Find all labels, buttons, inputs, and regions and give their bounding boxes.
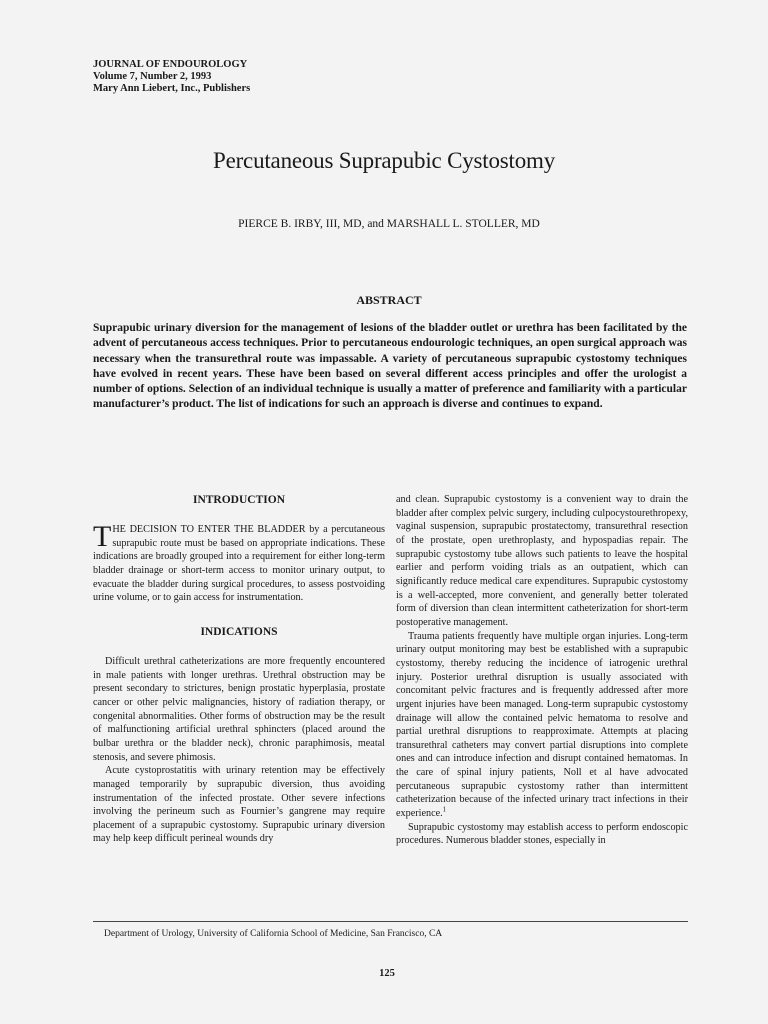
journal-volume: Volume 7, Number 2, 1993	[93, 71, 212, 82]
page-number: 125	[379, 968, 395, 979]
article-authors: PIERCE B. IRBY, III, MD, and MARSHALL L. STOLLER, MD	[238, 218, 540, 230]
introduction-lead: HE DECISION TO ENTER THE BLADDER	[112, 524, 306, 535]
right-paragraph-2-text: Trauma patients frequently have multiple organ injuries. Long-term urinary output monitoring may best be established with a suprapubic cystostomy, thereby reducing the incidence of iatrogenic urethral injury. Posterior urethral disruption is usually associated with concomitant pelvic fractures and is frequently addressed after more urgent injuries have been managed. Long-term suprapubic cystostomy drainage will allow the contained pelvic hematoma to resolve and partial urethral disruptions to reapproximate. Attempts at placing transurethral catheters may convert partial disruptions into complete ones and can introduce infection and disrupt contained hematomas. In the care of spinal injury patients, Noll et al have advocated percutaneous suprapubic cystostomy rather than intermittent catheterization because of the infected urinary tract infections in their experience.	[396, 630, 688, 820]
indications-heading: INDICATIONS	[200, 625, 278, 638]
footnote-rule	[93, 921, 688, 922]
introduction-heading: INTRODUCTION	[192, 494, 285, 506]
journal-name: JOURNAL OF ENDOUROLOGY	[93, 59, 248, 70]
abstract-text: Suprapubic urinary diversion for the management of lesions of the bladder outlet or urethra has been facilitated by the advent of percutaneous access techniques. Prior to percutaneous endourologic techniques, an open surgical approach was necessary when the transurethral route was impassable. A variety of percutaneous suprapubic cystostomy techniques have evolved in recent years. These have been based on several different access principles and offer the urologist a number of options. Selection of an individual technique is usually a matter of preference and familiarity with a particular manufacturer’s product. The list of indications for such an approach is diverse and continues to expand.	[93, 322, 687, 411]
drop-cap: T	[93, 520, 112, 553]
left-column	[93, 493, 385, 846]
right-paragraph-2	[396, 630, 688, 821]
affiliation-footnote: Department of Urology, University of California School of Medicine, San Francisco, CA	[104, 929, 443, 939]
reference-superscript: 1	[442, 805, 447, 814]
right-column	[396, 493, 688, 848]
indications-paragraph-1: Difficult urethral catheterizations are more frequently encountered in male patients with longer urethras. Urethral obstruction may be present secondary to strictures, benign prostatic hyperplasia, prostate cancer or other pelvic malignancies, history of radiation therapy, or congenital abnormalities. Other forms of obstruction may be the result of malfunctioning artificial urethral sphincters (placed around the bulbar urethra or the bladder neck), chronic paraphimosis, meatal stenosis, and severe phimosis.	[93, 655, 385, 763]
article-title: Percutaneous Suprapubic Cystostomy	[213, 148, 555, 173]
introduction-paragraph	[93, 520, 385, 605]
journal-header	[93, 59, 250, 95]
introduction-text: by a percutaneous suprapubic route must be based on appropriate indications. These indications are broadly grouped into a requirement for either long-term bladder drainage or short-term access to monitor urinary output, to evacuate the bladder during surgical procedures, to assess postvoiding urine volume, or to gain access for instrumentation.	[93, 524, 385, 604]
journal-publisher: Mary Ann Liebert, Inc., Publishers	[93, 83, 251, 94]
abstract-heading: ABSTRACT	[356, 293, 422, 307]
indications-paragraph-2: Acute cystoprostatitis with urinary retention may be effectively managed temporarily by suprapubic diversion, thus avoiding instrumentation of the infected prostate. Other severe infections involving the perineum such as Fournier’s gangrene may require placement of a suprapubic cystostomy. Suprapubic urinary diversion may help keep difficult perineal wounds dry	[93, 765, 385, 845]
right-paragraph-1: and clean. Suprapubic cystostomy is a convenient way to drain the bladder after complex pelvic surgery, including culpocystourethropexy, vaginal suspension, suprapubic prostatectomy, transurethral resection of the prostate, open urethroplasty, and hypospadias repair. The suprapubic cystostomy tube allows such patients to leave the hospital earlier and perform voiding trials as an outpatient, which can significantly reduce medical care expenditures. Suprapubic cystostomy is a well-accepted, more convenient, and generally better tolerated form of diversion than clean intermittent catheterization for short-term postoperative management.	[396, 494, 688, 628]
right-paragraph-3: Suprapubic cystostomy may establish access to perform endoscopic procedures. Numerous bladder stones, especially in	[396, 821, 688, 847]
